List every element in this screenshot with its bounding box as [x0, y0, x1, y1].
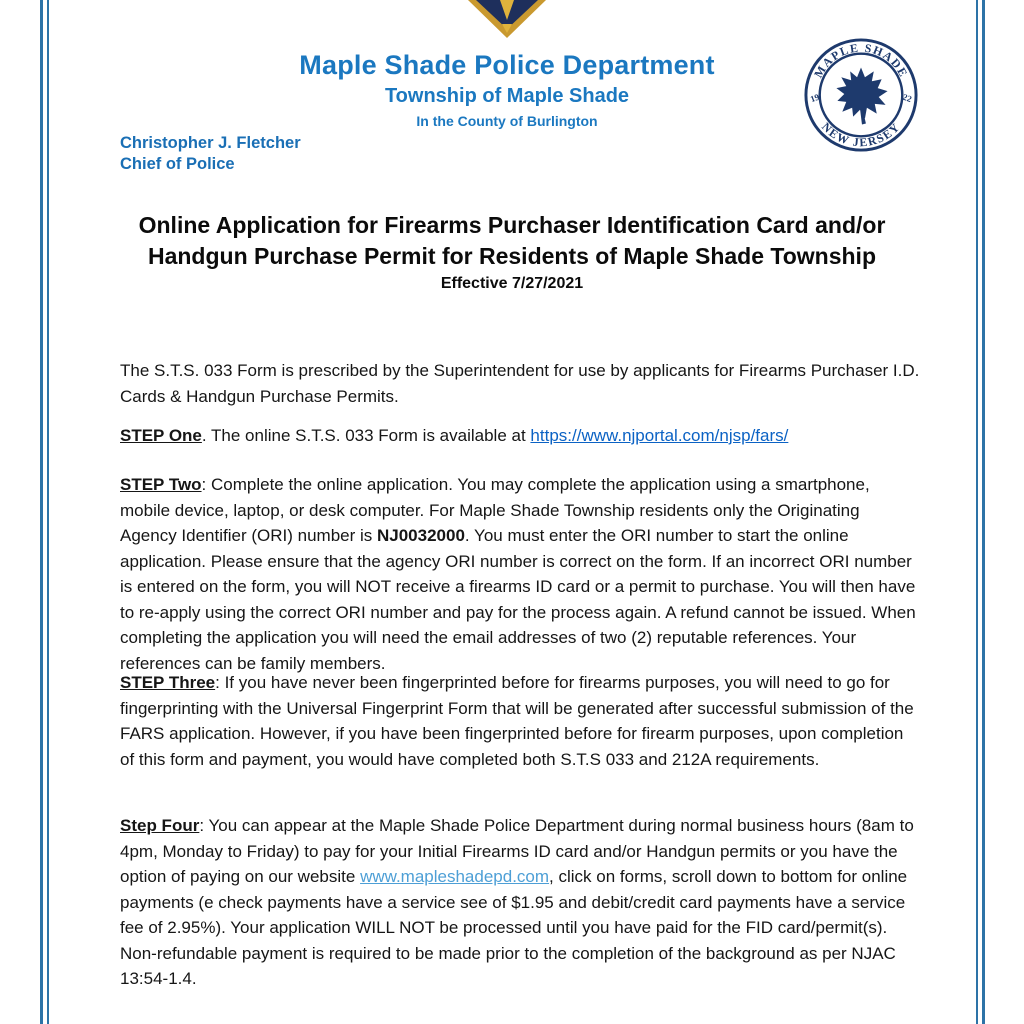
step-one-lead: STEP One — [120, 426, 202, 445]
svg-text:NEW JERSEY — [819, 120, 903, 150]
title-line-2: Handgun Purchase Permit for Residents of Maple Shade Township — [147, 243, 876, 269]
step-two-text-1: : Complete the online application. You may complete the application using a smartphone, mobile device, laptop, or desk computer. For Maple Shade Township residents only the Originating Agency Identifier (ORI) number is — [120, 475, 870, 545]
seal-year-right: 22 — [901, 91, 914, 105]
township-seal — [802, 36, 920, 154]
township-name: Township of Maple Shade — [384, 85, 630, 107]
seal-year-left: 19 — [808, 91, 821, 105]
mapleshadepd-link[interactable]: www.mapleshadepd.com — [360, 867, 550, 886]
step-three-lead: STEP Three — [120, 673, 216, 692]
county-line: In the County of Burlington — [416, 113, 598, 129]
paragraph-step-four — [120, 813, 920, 992]
page-border-left-outer — [40, 0, 43, 1024]
step-two-lead: STEP Two — [120, 475, 202, 494]
step-two-text-2: . You must enter the ORI number to start the online application. Please ensure that the agency ORI number is correct on the form. If an incorrect ORI number is entered on the form, you will NOT receive a firearms ID card or a permit to purchase. You will then have to re-apply using the correct ORI number and pay for the process again. A refund cannot be issued. When completing the application you will need the email addresses of two (2) reputable references. Your references can be family members. — [120, 526, 916, 673]
paragraph-step-one — [120, 423, 920, 449]
step-one-text: . The online S.T.S. 033 Form is available at — [201, 426, 531, 445]
step-four-text-2: , click on forms, scroll down to bottom for online payments (e check payments have a service see of $1.95 and debit/credit card payments have a service fee of 2.95%). Your application WILL NOT be processed until you have paid for the FID card/permit(s). Non-refundable payment is required to be made prior to the completion of the background as per NJAC 13:54-1.4. — [120, 867, 908, 988]
page-border-right-outer — [982, 0, 985, 1024]
department-name: Maple Shade Police Department — [299, 50, 715, 80]
seal-top-text: MAPLE SHADE — [810, 40, 912, 81]
chief-title: Chief of Police — [120, 155, 235, 173]
step-three-text: : If you have never been fingerprinted before for firearms purposes, you will need to go for fingerprinting with the Universal Fingerprint Form that will be generated after successful submission of the FARS application. However, if you have been fingerprinted before for firearm purposes, upon completion of this form and payment, you would have completed both S.T.S 033 and 212A requirements. — [120, 673, 914, 769]
document-title — [60, 210, 964, 293]
page-border-right-inner — [976, 0, 978, 1024]
paragraph-step-two — [120, 472, 920, 676]
effective-date: Effective 7/27/2021 — [440, 275, 584, 292]
paragraph-intro: The S.T.S. 033 Form is prescribed by the Superintendent for use by applicants for Firearms Purchaser I.D. Cards & Handgun Purchase Permits. — [120, 361, 920, 406]
ori-number: NJ0032000 — [376, 526, 465, 545]
paragraph-step-three — [120, 670, 920, 772]
chief-name: Christopher J. Fletcher — [120, 134, 301, 152]
seal-bottom-text: NEW JERSEY — [818, 119, 904, 150]
page-border-left-inner — [47, 0, 49, 1024]
maple-leaf-icon — [836, 67, 887, 124]
fars-link[interactable]: https://www.njportal.com/njsp/fars/ — [530, 426, 789, 445]
police-badge-icon — [468, 0, 546, 38]
title-line-1: Online Application for Firearms Purchaser Identification Card and/or — [138, 212, 886, 238]
step-four-text-1: : You can appear at the Maple Shade Police Department during normal business hours (8am to 4pm, Monday to Friday) to pay for your Initial Firearms ID card and/or Handgun permits or you have the option of paying on our website — [120, 816, 914, 886]
chief-block — [120, 133, 301, 175]
step-four-lead: Step Four — [120, 816, 200, 835]
